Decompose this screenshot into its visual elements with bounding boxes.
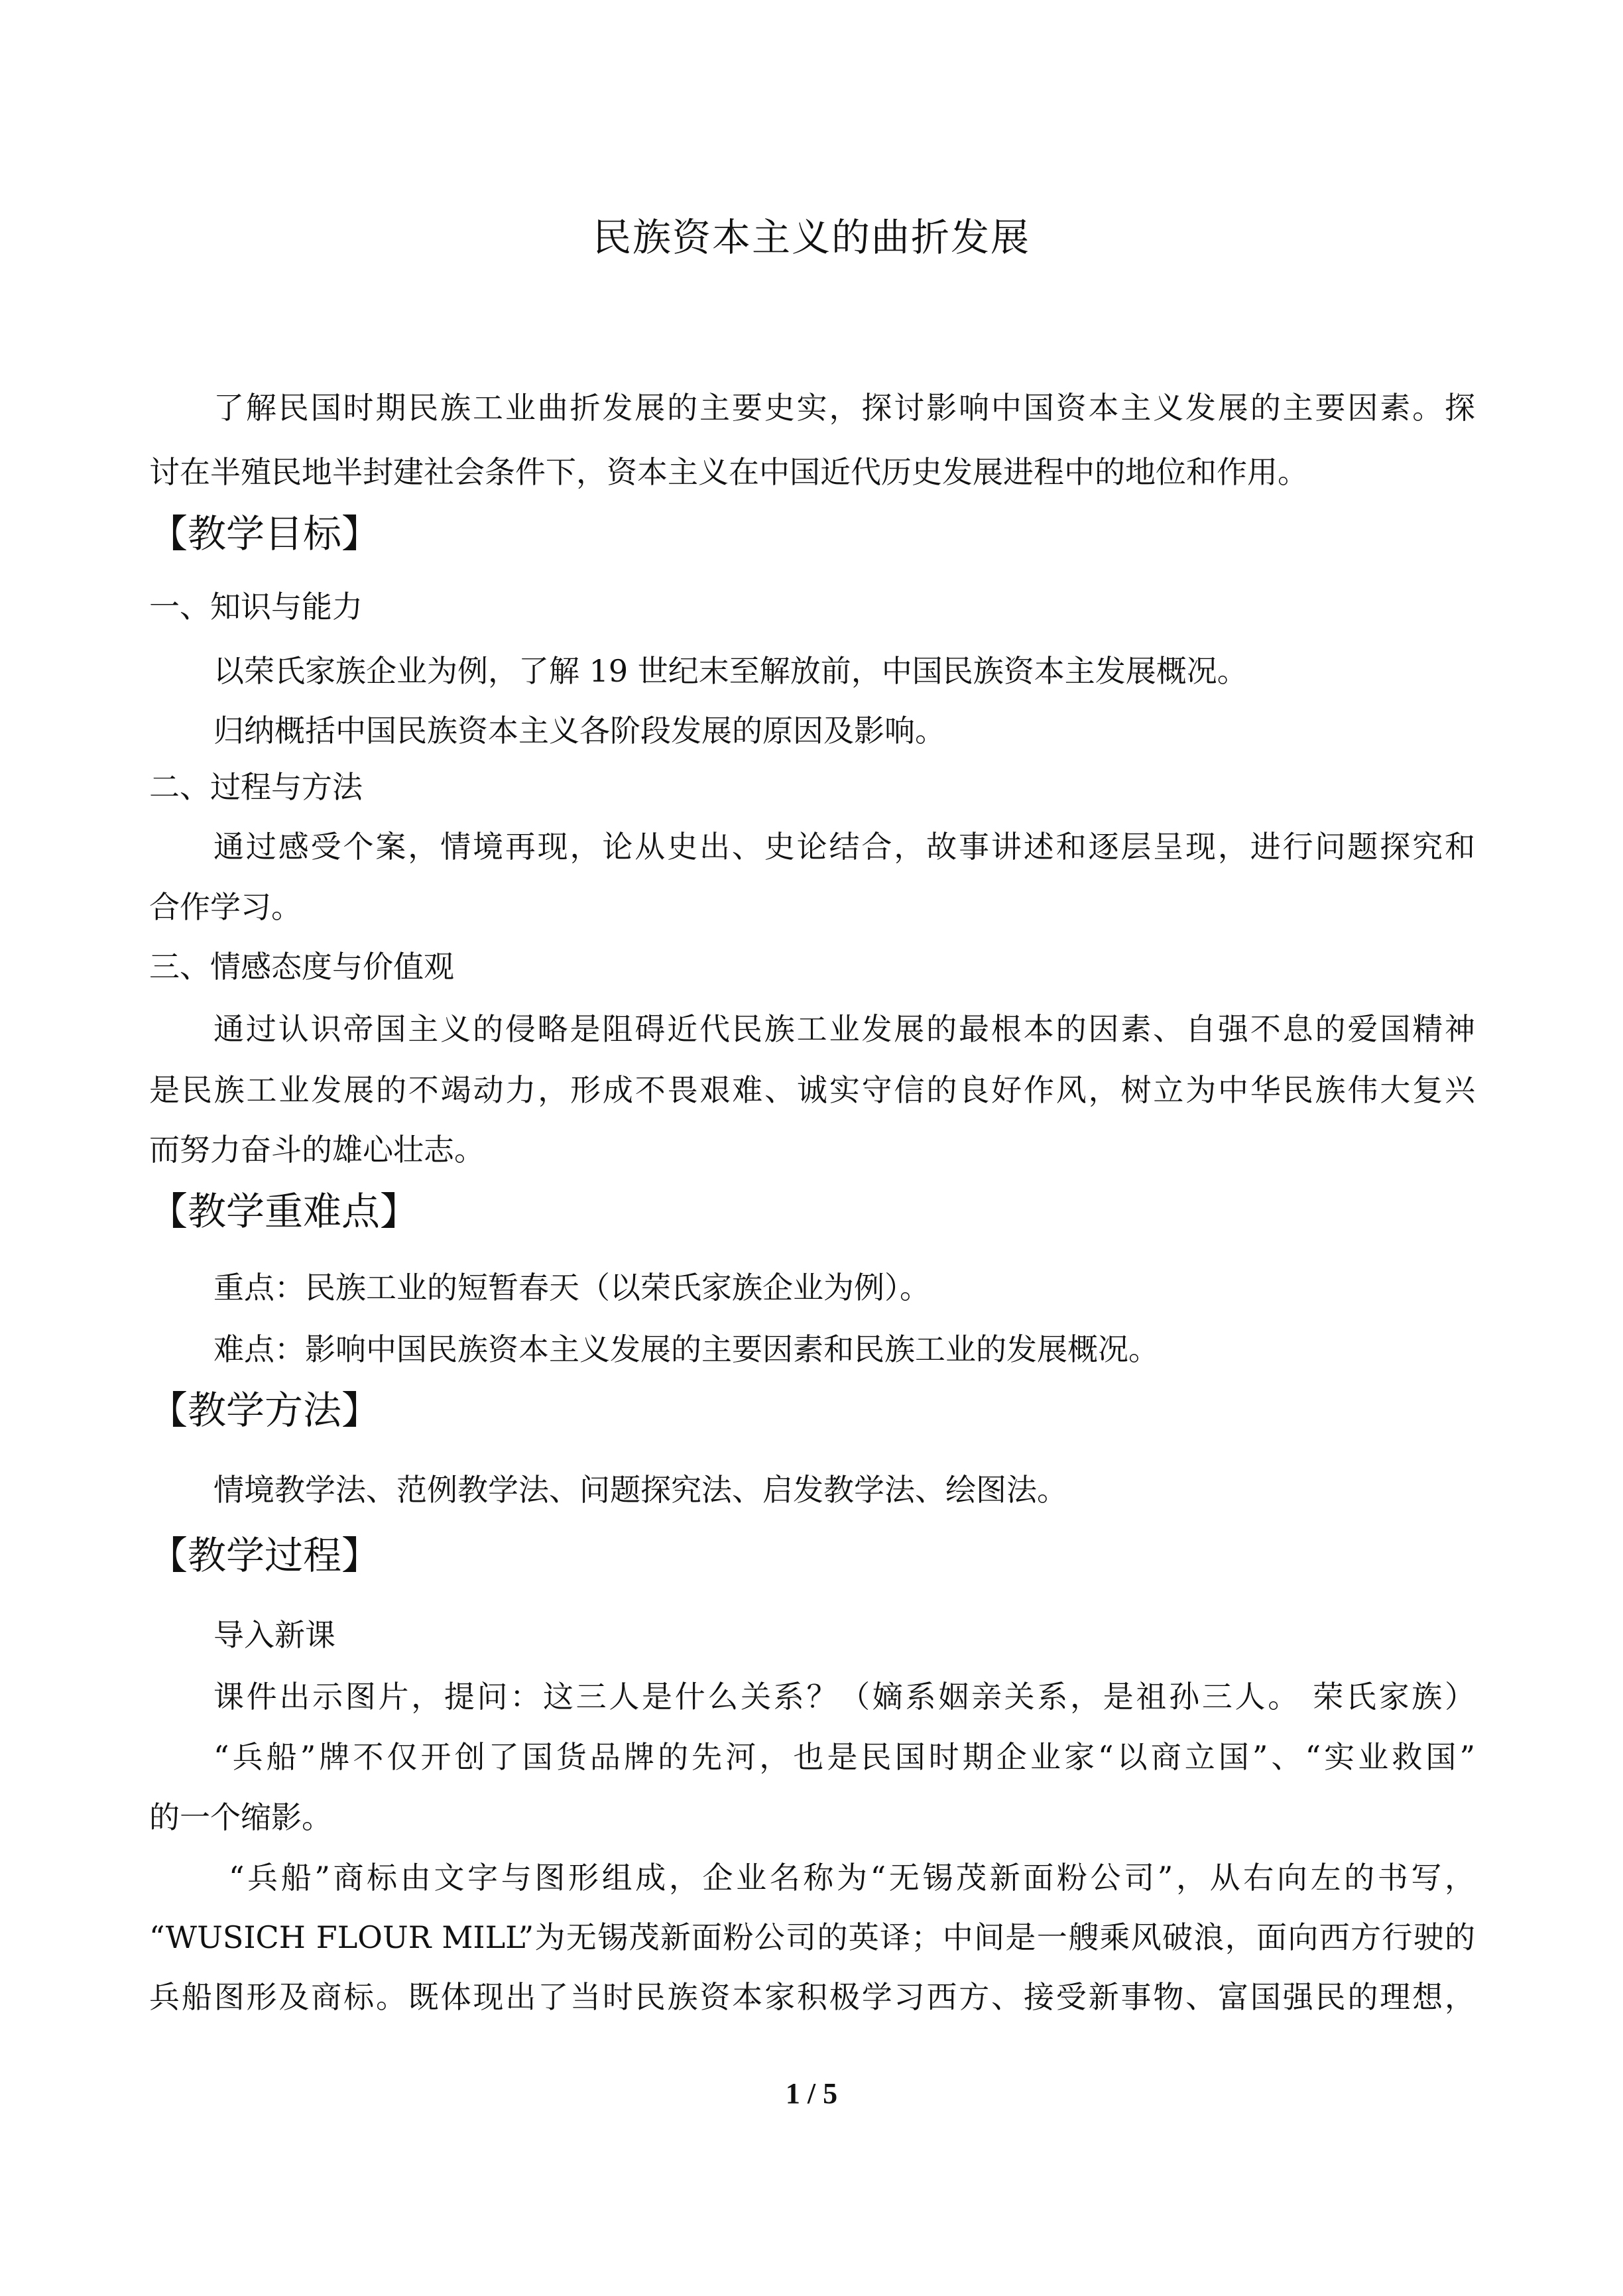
knowledge-item-2: 归纳概括中国民族资本主义各阶段发展的原因及影响。 xyxy=(213,713,945,749)
process-method-line-2: 合作学习。 xyxy=(149,889,302,925)
intro-line-1: 了解民国时期民族工业曲折发展的主要史实，探讨影响中国资本主义发展的主要因素。探 xyxy=(213,390,1475,426)
emotion-line-1: 通过认识帝国主义的侵略是阻碍近代民族工业发展的最根本的因素、自强不息的爱国精神 xyxy=(213,1011,1475,1047)
paragraph-2-line-1: “兵船”商标由文字与图形组成，企业名称为“无锡茂新面粉公司”，从右向左的书写， xyxy=(229,1860,1475,1896)
key-points-heading: 【教学重难点】 xyxy=(149,1189,419,1234)
page-number: 1 / 5 xyxy=(785,2077,838,2110)
knowledge-title: 一、知识与能力 xyxy=(149,589,363,625)
intro-line-2: 讨在半殖民地半封建社会条件下，资本主义在中国近代历史发展进程中的地位和作用。 xyxy=(149,454,1308,490)
key-point: 重点：民族工业的短暂春天（以荣氏家族企业为例）。 xyxy=(213,1270,930,1305)
teaching-process-heading: 【教学过程】 xyxy=(149,1533,381,1578)
emotion-line-3: 而努力奋斗的雄心壮志。 xyxy=(149,1132,485,1168)
methods-heading: 【教学方法】 xyxy=(149,1388,381,1433)
difficult-point: 难点：影响中国民族资本主义发展的主要因素和民族工业的发展概况。 xyxy=(213,1331,1159,1367)
paragraph-2-line-3: 兵船图形及商标。既体现出了当时民族资本家积极学习西方、接受新事物、富国强民的理想， xyxy=(149,1979,1475,2015)
knowledge-item-1: 以荣氏家族企业为例，了解 19 世纪末至解放前，中国民族资本主发展概况。 xyxy=(213,653,1248,689)
emotion-line-2: 是民族工业发展的不竭动力，形成不畏艰难、诚实守信的良好作风，树立为中华民族伟大复兴 xyxy=(149,1072,1475,1108)
paragraph-1-line-1: “兵船”牌不仅开创了国货品牌的先河，也是民国时期企业家“以商立国”、“实业救国” xyxy=(213,1739,1475,1775)
process-method-title: 二、过程与方法 xyxy=(149,769,363,805)
emotion-title: 三、情感态度与价值观 xyxy=(149,949,454,985)
question-line: 课件出示图片，提问：这三人是什么关系？（嫡系姻亲关系，是祖孙三人。 荣氏家族） xyxy=(213,1679,1475,1715)
paragraph-2-line-2: “WUSICH FLOUR MILL”为无锡茂新面粉公司的英译；中间是一艘乘风破浪，面向西方行驶的 xyxy=(149,1919,1475,1955)
process-method-line-1: 通过感受个案，情境再现，论从史出、史论结合，故事讲述和逐层呈现，进行问题探究和 xyxy=(213,829,1475,865)
paragraph-1-line-2: 的一个缩影。 xyxy=(149,1799,332,1835)
page-title: 民族资本主义的曲折发展 xyxy=(592,215,1030,260)
methods-text: 情境教学法、范例教学法、问题探究法、启发教学法、绘图法。 xyxy=(213,1472,1067,1508)
objectives-heading: 【教学目标】 xyxy=(149,511,381,556)
intro-lesson-title: 导入新课 xyxy=(213,1617,335,1653)
